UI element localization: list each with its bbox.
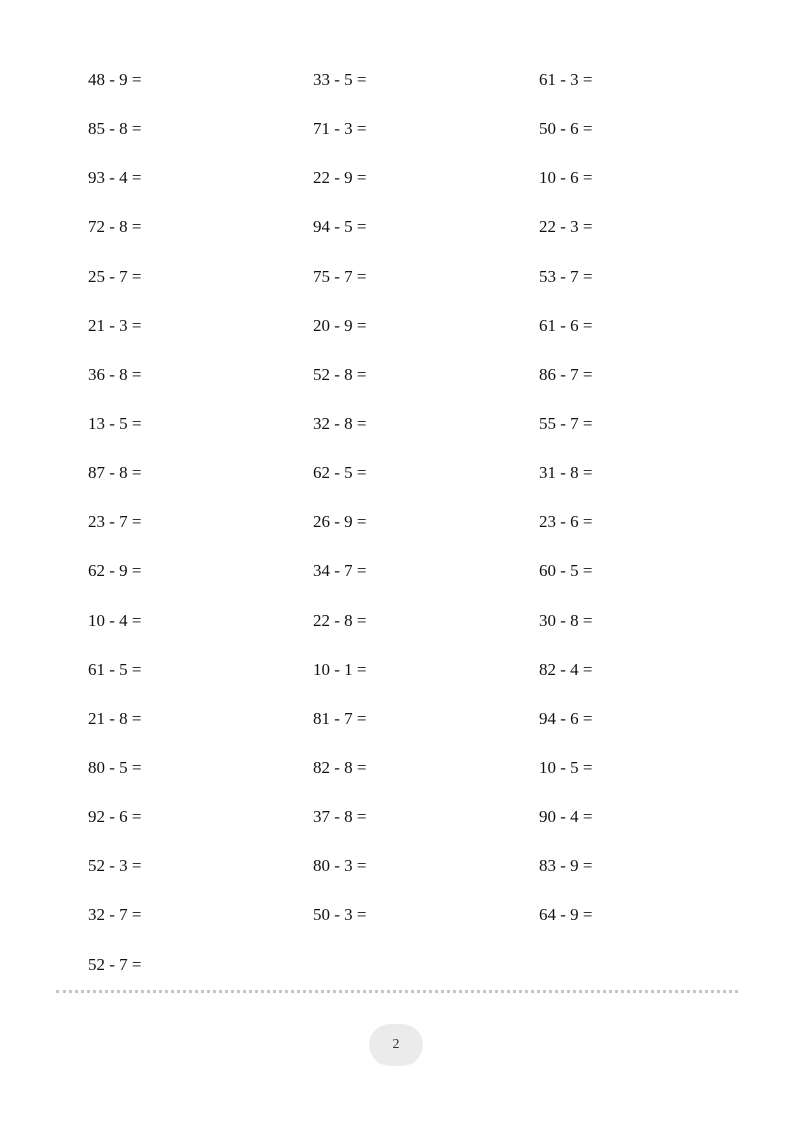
problem-grid: [88, 66, 708, 1000]
math-problem: 52 - 3 =: [88, 856, 142, 876]
math-problem: 90 - 4 =: [539, 807, 593, 827]
math-problem: 50 - 3 =: [313, 905, 367, 925]
math-problem: 20 - 9 =: [313, 315, 367, 335]
math-problem: 61 - 3 =: [539, 70, 593, 89]
math-problem: 60 - 5 =: [539, 561, 593, 581]
math-problem: 52 - 8 =: [313, 364, 367, 384]
math-problem: 61 - 6 =: [539, 315, 593, 335]
math-problem: 55 - 7 =: [539, 413, 593, 433]
math-problem: 10 - 5 =: [539, 757, 593, 777]
math-problem: 87 - 8 =: [88, 463, 142, 483]
math-problem: 81 - 7 =: [313, 708, 367, 728]
math-problem: 80 - 3 =: [313, 856, 367, 876]
math-problem: 92 - 6 =: [88, 807, 142, 827]
math-problem: 61 - 5 =: [88, 659, 142, 679]
math-problem: 23 - 6 =: [539, 512, 593, 532]
math-problem: 80 - 5 =: [88, 757, 142, 777]
math-problem: 34 - 7 =: [313, 561, 367, 581]
math-problem: 86 - 7 =: [539, 364, 593, 384]
math-problem: 22 - 3 =: [539, 217, 593, 237]
math-problem: 83 - 9 =: [539, 856, 593, 876]
math-problem: 71 - 3 =: [313, 119, 367, 139]
math-problem: 10 - 6 =: [539, 168, 593, 188]
math-problem: 21 - 8 =: [88, 708, 142, 728]
math-problem: 50 - 6 =: [539, 119, 593, 139]
math-problem: 31 - 8 =: [539, 463, 593, 483]
math-problem: 37 - 8 =: [313, 807, 367, 827]
math-problem: 62 - 9 =: [88, 561, 142, 581]
math-problem: 94 - 5 =: [313, 217, 367, 237]
math-problem: 33 - 5 =: [313, 70, 367, 89]
math-problem: 25 - 7 =: [88, 266, 142, 286]
page-number-badge: [369, 1024, 423, 1066]
page-number: 2: [392, 1037, 400, 1052]
math-problem: 30 - 8 =: [539, 610, 593, 630]
math-problem: 72 - 8 =: [88, 217, 142, 237]
math-problem: 10 - 4 =: [88, 610, 142, 630]
math-problem: 75 - 7 =: [313, 266, 367, 286]
math-problem: 82 - 4 =: [539, 659, 593, 679]
math-problem: 93 - 4 =: [88, 168, 142, 188]
math-problem: 53 - 7 =: [539, 266, 593, 286]
math-problem: 21 - 3 =: [88, 315, 142, 335]
math-problem: 94 - 6 =: [539, 708, 593, 728]
math-problem: 32 - 7 =: [88, 905, 142, 925]
math-problem: 26 - 9 =: [313, 512, 367, 532]
math-problem: 32 - 8 =: [313, 413, 367, 433]
dotted-divider: [56, 990, 738, 993]
math-problem: 62 - 5 =: [313, 463, 367, 483]
math-problem: 48 - 9 =: [88, 70, 142, 89]
math-problem: 82 - 8 =: [313, 757, 367, 777]
math-problem: 85 - 8 =: [88, 119, 142, 139]
math-problem: 10 - 1 =: [313, 659, 367, 679]
math-problem: 36 - 8 =: [88, 364, 142, 384]
math-problem: 22 - 8 =: [313, 610, 367, 630]
math-problem: 22 - 9 =: [313, 168, 367, 188]
math-problem: 52 - 7 =: [88, 954, 142, 974]
math-problem: 13 - 5 =: [88, 413, 142, 433]
math-problem: 64 - 9 =: [539, 905, 593, 925]
math-problem: 23 - 7 =: [88, 512, 142, 532]
